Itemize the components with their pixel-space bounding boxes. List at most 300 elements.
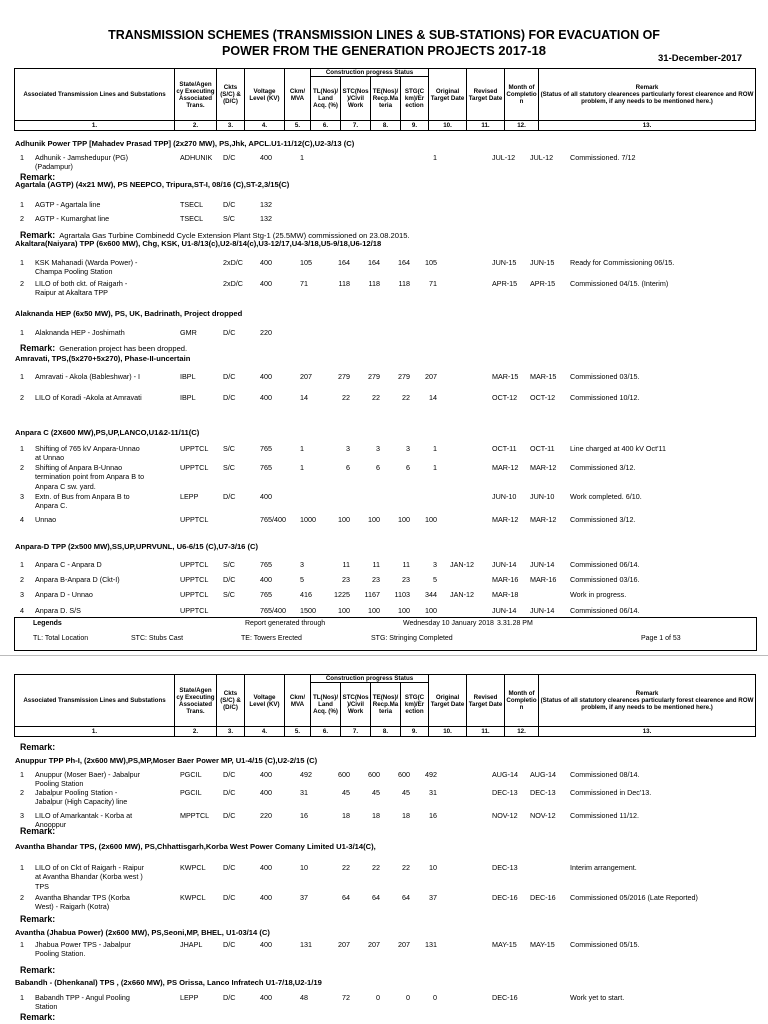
- hdr-num: 9.: [401, 121, 429, 131]
- cell-km: 131: [300, 940, 312, 949]
- cell-rm: Work in progress.: [570, 590, 627, 599]
- cell-te: 11: [402, 560, 410, 569]
- cell-st: 45: [372, 788, 380, 797]
- cell-st: 22: [372, 393, 380, 402]
- hdr-rev: Revised Target Date: [467, 675, 505, 727]
- cell-mc: MAR-12: [530, 463, 557, 472]
- cell-rm: Work yet to start.: [570, 993, 625, 1002]
- cell-st: 100: [368, 606, 380, 615]
- cell-no: 2: [20, 893, 24, 902]
- cell-sg: 207: [425, 372, 437, 381]
- cell-ot: JAN-12: [450, 560, 474, 569]
- cell-rm: Commissioned 08/14.: [570, 770, 640, 779]
- cell-tl: 279: [338, 372, 350, 381]
- cell-tl: 72: [342, 993, 350, 1002]
- hdr-num: 12.: [505, 121, 539, 131]
- cell-sg: 37: [429, 893, 437, 902]
- cell-name: Alaknanda HEP - Joshimath: [35, 328, 125, 337]
- project-heading: Babandh - (Dhenkanal) TPS , (2x660 MW), PS Orissa, Lanco Infratech U1-7/18,U2-1/19: [15, 978, 322, 987]
- cell-v: 765: [260, 444, 272, 453]
- cell-name: Jabalpur Pooling Station - Jabalpur (High Capacity) line: [35, 788, 128, 807]
- remark-label: Remark:: [20, 742, 56, 752]
- cell-rt: OCT-12: [492, 393, 518, 402]
- cell-name: Extn. of Bus from Anpara B to Anpara C.: [35, 492, 130, 511]
- cell-v: 765: [260, 463, 272, 472]
- project-heading: Agartala (AGTP) (4x21 MW), PS NEEPCO, Tripura,ST-I, 08/16 (C),ST-2,3/15(C): [15, 180, 290, 189]
- cell-te: 100: [398, 606, 410, 615]
- cell-ot: JAN-12: [450, 590, 474, 599]
- hdr-stg: STG(C km)/Er ection: [401, 683, 429, 727]
- page2-top-remark: [20, 742, 59, 752]
- cell-st: 22: [372, 863, 380, 872]
- cell-km: 10: [300, 863, 308, 872]
- remark-label: Remark:: [20, 965, 56, 975]
- cell-tl: 64: [342, 893, 350, 902]
- cell-ag: LEPP: [180, 993, 199, 1002]
- hdr-num: 6.: [311, 727, 341, 737]
- cell-no: 2: [20, 575, 24, 584]
- cell-v: 400: [260, 372, 272, 381]
- cell-te: 45: [402, 788, 410, 797]
- hdr-voltage: Voltage Level (KV): [245, 675, 285, 727]
- cell-st: 1167: [364, 590, 380, 599]
- cell-rt: MAR-16: [492, 575, 519, 584]
- cell-tl: 3: [346, 444, 350, 453]
- cell-tl: 22: [342, 393, 350, 402]
- cell-mc: MAY-15: [530, 940, 555, 949]
- cell-no: 1: [20, 328, 24, 337]
- cell-no: 3: [20, 492, 24, 501]
- cell-v: 400: [260, 492, 272, 501]
- cell-name: LILO of Koradi -Akola at Amravati: [35, 393, 142, 402]
- cell-st: 164: [368, 258, 380, 267]
- cell-name: Adhunik - Jamshedupur (PG) (Padampur): [35, 153, 129, 172]
- cell-ag: UPPTCL: [180, 606, 209, 615]
- cell-v: 765/400: [260, 606, 286, 615]
- hdr-num: 10.: [429, 727, 467, 737]
- cell-rt: DEC-16: [492, 893, 518, 902]
- project-heading: Amravati, TPS,(5x270+5x270), Phase-II-uncertain: [15, 354, 191, 363]
- cell-name: AGTP - Agartala line: [35, 200, 101, 209]
- hdr-ckts: Ckts (S/C) & (D/C): [217, 675, 245, 727]
- cell-v: 400: [260, 153, 272, 162]
- cell-ck: S/C: [223, 560, 235, 569]
- hdr-remark: [539, 675, 756, 727]
- cell-st: 600: [368, 770, 380, 779]
- cell-ag: TSECL: [180, 214, 204, 223]
- hdr-voltage: Voltage Level (KV): [245, 69, 285, 121]
- hdr-stc: STC(Nos )/Civil Work: [341, 683, 371, 727]
- cell-tl: 22: [342, 863, 350, 872]
- cell-no: 4: [20, 606, 24, 615]
- cell-name: LILO of both ckt. of Raigarh - Raipur at Akaltara TPP: [35, 279, 128, 298]
- cell-mc: APR-15: [530, 279, 556, 288]
- cell-name: AGTP - Kumarghat line: [35, 214, 110, 223]
- hdr-num: 8.: [371, 727, 401, 737]
- cell-ag: UPPTCL: [180, 575, 209, 584]
- cell-km: 105: [300, 258, 312, 267]
- hdr-month: Month of Completio n: [505, 69, 539, 121]
- cell-rt: MAR-18: [492, 590, 519, 599]
- cell-v: 132: [260, 214, 272, 223]
- hdr-orig: Original Target Date: [429, 69, 467, 121]
- cell-tl: 1225: [334, 590, 350, 599]
- cell-ag: KWPCL: [180, 893, 206, 902]
- cell-sg: 344: [425, 590, 437, 599]
- cell-no: 1: [20, 940, 24, 949]
- cell-ck: D/C: [223, 893, 236, 902]
- report-year: 2017-18: [498, 43, 546, 58]
- report-title-line1: TRANSMISSION SCHEMES (TRANSMISSION LINES & SUB-STATIONS) FOR EVACUATION OF: [108, 28, 660, 42]
- cell-rm: Commissioned 10/12.: [570, 393, 640, 402]
- cell-ag: LEPP: [180, 492, 199, 501]
- cell-sg: 100: [425, 515, 437, 524]
- cell-rm: Commissioned in Dec'13.: [570, 788, 652, 797]
- cell-rm: Commissioned 04/15. (Interim): [570, 279, 669, 288]
- cell-name: Avantha Bhandar TPS (Korba West) - Raigarh (Kotra): [35, 893, 130, 912]
- cell-rm: Work completed. 6/10.: [570, 492, 642, 501]
- cell-ck: S/C: [223, 214, 235, 223]
- cell-no: 1: [20, 372, 24, 381]
- cell-ag: PGCIL: [180, 770, 202, 779]
- cell-rt: JUL-12: [492, 153, 516, 162]
- cell-rt: JUN-15: [492, 258, 517, 267]
- hdr-remark-label: Remark: [635, 690, 659, 697]
- cell-rm: Commissioned 11/12.: [570, 811, 639, 820]
- cell-km: 1: [300, 444, 304, 453]
- cell-rt: JUN-14: [492, 560, 517, 569]
- cell-v: 220: [260, 811, 272, 820]
- legend-title: Legends: [33, 620, 62, 627]
- cell-ck: D/C: [223, 328, 236, 337]
- hdr-stc: STC(Nos )/Civil Work: [341, 77, 371, 121]
- cell-rm: Commissioned 03/15.: [570, 372, 640, 381]
- report-date: 31-December-2017: [658, 53, 742, 64]
- hdr-rev: Revised Target Date: [467, 69, 505, 121]
- cell-rm: Commissioned 05/2016 (Late Reported): [570, 893, 698, 902]
- cell-sg: 3: [433, 560, 437, 569]
- cell-v: 400: [260, 863, 272, 872]
- report-title-text: POWER FROM THE GENERATION PROJECTS: [222, 44, 495, 58]
- cell-te: 164: [398, 258, 410, 267]
- cell-ag: MPPTCL: [180, 811, 210, 820]
- cell-rm: Commissioned 03/16.: [570, 575, 640, 584]
- hdr-ckm: Ckm/ MVA: [285, 69, 311, 121]
- hdr-num: 13.: [539, 121, 756, 131]
- cell-mc: DEC-16: [530, 893, 556, 902]
- cell-no: 3: [20, 590, 24, 599]
- remark-label: Remark:: [20, 172, 56, 182]
- hdr-tl: TL(Nos)/ Land Acq. (%): [311, 683, 341, 727]
- hdr-num: 12.: [505, 727, 539, 737]
- cell-km: 14: [300, 393, 308, 402]
- cell-te: 118: [398, 279, 410, 288]
- cell-tl: 118: [338, 279, 350, 288]
- cell-mc: OCT-11: [530, 444, 555, 453]
- legend-date: Wednesday 10 January 2018: [403, 620, 494, 627]
- cell-km: 16: [300, 811, 308, 820]
- project-heading: Anpara C (2X600 MW),PS,UP,LANCO,U1&2-11/11(C): [15, 428, 200, 437]
- cell-st: 279: [368, 372, 380, 381]
- hdr-num: 7.: [341, 121, 371, 131]
- cell-sg: 1: [433, 463, 437, 472]
- hdr-progress: Construction progress Status: [311, 675, 429, 683]
- cell-st: 207: [368, 940, 380, 949]
- cell-mc: NOV-12: [530, 811, 556, 820]
- cell-sg: 105: [425, 258, 437, 267]
- cell-st: 100: [368, 515, 380, 524]
- cell-ck: D/C: [223, 863, 236, 872]
- cell-km: 416: [300, 590, 312, 599]
- cell-sg: 5: [433, 575, 437, 584]
- cell-sg: 16: [429, 811, 437, 820]
- cell-st: 11: [372, 560, 380, 569]
- cell-tl: 45: [342, 788, 350, 797]
- cell-ck: 2xD/C: [223, 279, 243, 288]
- remark-line: [20, 826, 59, 836]
- cell-ck: 2xD/C: [223, 258, 243, 267]
- hdr-tl: TL(Nos)/ Land Acq. (%): [311, 77, 341, 121]
- cell-rt: OCT-11: [492, 444, 517, 453]
- cell-name: LILO of Amarkantak - Korba at Anooppur: [35, 811, 133, 830]
- cell-rt: MAR-12: [492, 463, 519, 472]
- cell-km: 207: [300, 372, 312, 381]
- cell-ck: D/C: [223, 770, 236, 779]
- cell-mc: MAR-16: [530, 575, 557, 584]
- cell-ag: TSECL: [180, 200, 204, 209]
- cell-rt: DEC-16: [492, 993, 518, 1002]
- cell-name: Anpara C - Anpara D: [35, 560, 102, 569]
- hdr-num: 3.: [217, 727, 245, 737]
- cell-st: 0: [376, 993, 380, 1002]
- project-heading: Adhunik Power TPP [Mahadev Prasad TPP] (2x270 MW), PS,Jhk, APCL.U1-11/12(C),U2-3/13 (C): [15, 139, 355, 148]
- cell-km: 492: [300, 770, 312, 779]
- hdr-ckts: Ckts (S/C) & (D/C): [217, 69, 245, 121]
- cell-no: 4: [20, 515, 24, 524]
- remark-text: Agrartala Gas Turbine Combinedd Cycle Extension Plant Stg-1 (25.5MW) commissioned on 23.08.2015.: [59, 231, 410, 240]
- hdr-num: 4.: [245, 121, 285, 131]
- project-heading: Avantha (Jhabua Power) (2x600 MW), PS,Seoni,MP, BHEL, U1-03/14 (C): [15, 928, 270, 937]
- cell-ck: D/C: [223, 575, 236, 584]
- cell-tl: 6: [346, 463, 350, 472]
- cell-ag: PGCIL: [180, 788, 202, 797]
- cell-mc: JUN-14: [530, 560, 555, 569]
- cell-st: 3: [376, 444, 380, 453]
- cell-ck: D/C: [223, 993, 236, 1002]
- project-heading: Avantha Bhandar TPS, (2x600 MW), PS,Chhattisgarh,Korba West Power Comany Limited U1-3/14(C),: [15, 842, 376, 851]
- hdr-num: 3.: [217, 121, 245, 131]
- cell-sg: 0: [433, 993, 437, 1002]
- cell-sg: 131: [425, 940, 437, 949]
- cell-ck: D/C: [223, 200, 236, 209]
- cell-ag: KWPCL: [180, 863, 206, 872]
- cell-name: Shifting of Anpara B-Unnao termination point from Anpara B to Anpara C sw. yard.: [35, 463, 145, 491]
- cell-rt: MAR-12: [492, 515, 519, 524]
- hdr-te: TE(Nos)/ Recp.Ma teria: [371, 683, 401, 727]
- cell-ck: D/C: [223, 811, 236, 820]
- cell-no: 1: [20, 258, 24, 267]
- cell-tl: 100: [338, 515, 350, 524]
- cell-rt: MAY-15: [492, 940, 517, 949]
- cell-v: 400: [260, 575, 272, 584]
- hdr-agency: State/Agen cy Executing Associated Trans.: [175, 675, 217, 727]
- cell-km: 31: [300, 788, 308, 797]
- hdr-num: 5.: [285, 727, 311, 737]
- hdr-num: 8.: [371, 121, 401, 131]
- cell-rt: NOV-12: [492, 811, 518, 820]
- project-heading: Anuppur TPP Ph-I, (2x600 MW),PS,MP,Moser Baer Power MP, U1-4/15 (C),U2-2/15 (C): [15, 756, 318, 765]
- cell-mc: MAR-15: [530, 372, 557, 381]
- cell-no: 1: [20, 153, 24, 162]
- cell-name: Anpara D - Unnao: [35, 590, 93, 599]
- cell-mc: JUL-12: [530, 153, 554, 162]
- cell-no: 1: [20, 200, 24, 209]
- hdr-num: 4.: [245, 727, 285, 737]
- cell-ag: IBPL: [180, 372, 196, 381]
- remark-label: Remark:: [20, 1012, 56, 1022]
- cell-no: 2: [20, 279, 24, 288]
- hdr-stg: STG(C km)/Er ection: [401, 77, 429, 121]
- cell-rt: AUG-14: [492, 770, 518, 779]
- cell-v: 765/400: [260, 515, 286, 524]
- cell-km: 48: [300, 993, 308, 1002]
- hdr-month: Month of Completio n: [505, 675, 539, 727]
- cell-km: 5: [300, 575, 304, 584]
- hdr-num: 10.: [429, 121, 467, 131]
- cell-rm: Ready for Commissioning 06/15.: [570, 258, 675, 267]
- hdr-remark-note: (Status of all statutory clearences particularly forest clearence and ROW problem, if any needs to be mentioned here.): [540, 91, 754, 105]
- cell-name: Unnao: [35, 515, 57, 524]
- cell-ck: D/C: [223, 393, 236, 402]
- project-heading: Alaknanda HEP (6x50 MW), PS, UK, Badrinath, Project dropped: [15, 309, 243, 318]
- cell-no: 1: [20, 560, 24, 569]
- cell-name: Anpara B-Anpara D (Ckt-I): [35, 575, 120, 584]
- remark-line: [20, 965, 59, 975]
- remark-label: Remark:: [20, 343, 56, 353]
- cell-km: 71: [300, 279, 308, 288]
- legend-stg: STG: Stringing Completed: [371, 635, 453, 642]
- cell-ck: D/C: [223, 492, 236, 501]
- cell-name: Jhabua Power TPS - Jabalpur Pooling Station.: [35, 940, 131, 959]
- column-header-table-2: [14, 674, 756, 737]
- cell-te: 6: [406, 463, 410, 472]
- cell-te: 18: [402, 811, 410, 820]
- cell-no: 1: [20, 993, 24, 1002]
- cell-mc: JUN-10: [530, 492, 555, 501]
- cell-km: 3: [300, 560, 304, 569]
- hdr-remark-note: (Status of all statutory clearences particularly forest clearence and ROW problem, if any needs to be mentioned here.): [540, 697, 754, 711]
- cell-no: 3: [20, 811, 24, 820]
- hdr-num: 11.: [467, 121, 505, 131]
- cell-name: Anpara D. S/S: [35, 606, 81, 615]
- hdr-progress: Construction progress Status: [311, 69, 429, 77]
- cell-sg: 71: [429, 279, 437, 288]
- cell-te: 22: [402, 863, 410, 872]
- cell-st: 118: [368, 279, 380, 288]
- cell-ck: S/C: [223, 463, 235, 472]
- cell-sg: 10: [429, 863, 437, 872]
- cell-sg: 1: [433, 444, 437, 453]
- cell-rm: Commissioned 06/14.: [570, 606, 640, 615]
- cell-name: Babandh TPP - Angul Pooling Station: [35, 993, 130, 1012]
- cell-st: 6: [376, 463, 380, 472]
- hdr-num: 6.: [311, 121, 341, 131]
- hdr-number-row: [15, 727, 756, 737]
- cell-no: 2: [20, 393, 24, 402]
- cell-no: 2: [20, 788, 24, 797]
- cell-sg: 1: [433, 153, 437, 162]
- cell-ck: D/C: [223, 153, 236, 162]
- cell-v: 765: [260, 590, 272, 599]
- cell-te: 279: [398, 372, 410, 381]
- cell-rt: APR-15: [492, 279, 518, 288]
- cell-v: 400: [260, 279, 272, 288]
- cell-rt: DEC-13: [492, 788, 518, 797]
- hdr-ckm: Ckm/ MVA: [285, 675, 311, 727]
- hdr-num: 2.: [175, 121, 217, 131]
- cell-sg: 492: [425, 770, 437, 779]
- cell-name: LILO of on Ckt of Raigarh - Raipur at Avantha Bhandar (Korba west ) TPS: [35, 863, 145, 891]
- cell-mc: DEC-13: [530, 788, 556, 797]
- cell-v: 400: [260, 393, 272, 402]
- cell-te: 0: [406, 993, 410, 1002]
- legend-tl: TL: Total Location: [33, 635, 89, 642]
- cell-tl: 164: [338, 258, 350, 267]
- project-heading: Anpara-D TPP (2x500 MW),SS,UP,UPRVUNL, U6-6/15 (C),U7-3/16 (C): [15, 542, 259, 551]
- cell-no: 2: [20, 463, 24, 472]
- hdr-num: 2.: [175, 727, 217, 737]
- cell-rm: Commissioned 3/12.: [570, 515, 636, 524]
- cell-no: 2: [20, 214, 24, 223]
- cell-v: 132: [260, 200, 272, 209]
- remark-line: [20, 914, 59, 924]
- cell-tl: 207: [338, 940, 350, 949]
- hdr-num: 9.: [401, 727, 429, 737]
- cell-ck: D/C: [223, 940, 236, 949]
- cell-te: 23: [402, 575, 410, 584]
- cell-v: 220: [260, 328, 272, 337]
- legend-page: Page 1 of 53: [641, 635, 681, 642]
- cell-rt: MAR-15: [492, 372, 519, 381]
- hdr-orig: Original Target Date: [429, 675, 467, 727]
- cell-rm: Commissioned 3/12.: [570, 463, 636, 472]
- legend-te: TE: Towers Erected: [241, 635, 302, 642]
- cell-km: 1500: [300, 606, 316, 615]
- cell-ag: IBPL: [180, 393, 196, 402]
- hdr-num: 5.: [285, 121, 311, 131]
- cell-km: 1: [300, 463, 304, 472]
- cell-rm: Commissioned 06/14.: [570, 560, 640, 569]
- cell-v: 400: [260, 993, 272, 1002]
- hdr-agency: State/Agen cy Executing Associated Trans.: [175, 69, 217, 121]
- cell-v: 400: [260, 258, 272, 267]
- cell-no: 1: [20, 770, 24, 779]
- cell-te: 600: [398, 770, 410, 779]
- cell-ag: UPPTCL: [180, 444, 209, 453]
- remark-label: Remark:: [20, 914, 56, 924]
- cell-st: 18: [372, 811, 380, 820]
- cell-name: KSK Mahanadi (Warda Power) - Champa Pooling Station: [35, 258, 138, 277]
- legend-generated: Report generated through: [245, 620, 326, 627]
- cell-te: 22: [402, 393, 410, 402]
- cell-st: 23: [372, 575, 380, 584]
- hdr-num: 13.: [539, 727, 756, 737]
- hdr-te: TE(Nos)/ Recp.Ma teria: [371, 77, 401, 121]
- cell-st: 64: [372, 893, 380, 902]
- cell-name: Shifting of 765 kV Anpara-Unnao at Unnao: [35, 444, 140, 463]
- cell-km: 1: [300, 153, 304, 162]
- cell-km: 1000: [300, 515, 316, 524]
